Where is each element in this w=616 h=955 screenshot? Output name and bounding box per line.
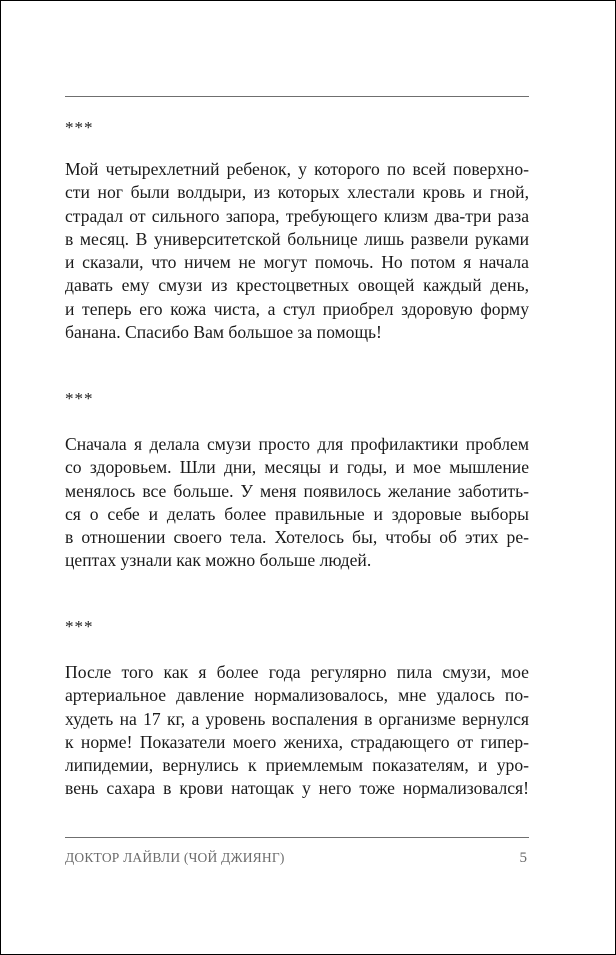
paragraph-line: сти ног были волдыри, из которых хлестали кровь и гной, bbox=[65, 182, 529, 203]
paragraph-line: и сказали, что ничем не могут помочь. Но потом я начала bbox=[65, 252, 529, 273]
paragraph-line: страдал от сильного запора, требующего клизм два-три раза bbox=[65, 205, 529, 226]
section-separator: *** bbox=[65, 118, 94, 137]
footer-divider bbox=[65, 837, 529, 838]
paragraph-line: давать ему смузи из крестоцветных овощей каждый день, bbox=[65, 275, 529, 296]
paragraph-line: После того как я более года регулярно пила смузи, мое bbox=[65, 662, 529, 682]
running-footer-author: ДОКТОР ЛАЙВЛИ (ЧОЙ ДЖИЯНГ) bbox=[65, 850, 285, 865]
testimonial-paragraph-1 bbox=[65, 158, 529, 344]
testimonial-paragraph-2 bbox=[65, 433, 529, 573]
top-divider bbox=[65, 96, 529, 97]
section-separator: *** bbox=[65, 617, 94, 636]
paragraph-line: вень сахара в крови натощак у него тоже нормализовался! bbox=[65, 778, 529, 799]
paragraph-line: артериальное давление нормализовалось, мне удалось по- bbox=[65, 685, 529, 706]
page-number: 5 bbox=[519, 850, 527, 866]
paragraph-line: худеть на 17 кг, а уровень воспаления в организме вернулся bbox=[65, 708, 529, 729]
paragraph-line: Мой четырехлетний ребенок, у которого по всей поверхно- bbox=[65, 159, 529, 179]
testimonial-paragraph-3 bbox=[65, 661, 529, 801]
paragraph-line: липидемии, вернулись к приемлемым показателям, и уро- bbox=[65, 755, 529, 776]
paragraph-line: банана. Спасибо Вам большое за помощь! bbox=[65, 322, 382, 343]
paragraph-line: цептах узнали как можно больше людей. bbox=[65, 550, 372, 571]
paragraph-line: в отношении своего тела. Хотелось бы, чтобы об этих ре- bbox=[65, 527, 529, 548]
paragraph-line: в месяц. В университетской больнице лишь развели руками bbox=[65, 228, 529, 249]
paragraph-line: ся о себе и делать более правильные и здоровые выборы bbox=[65, 503, 529, 524]
paragraph-line: менялось все больше. У меня появилось желание заботить- bbox=[65, 480, 529, 501]
paragraph-line: со здоровьем. Шли дни, месяцы и годы, и мое мышление bbox=[65, 457, 529, 478]
paragraph-line: Сначала я делала смузи просто для профилактики проблем bbox=[65, 434, 529, 454]
paragraph-line: и теперь его кожа чиста, а стул приобрел здоровую форму bbox=[65, 298, 529, 319]
section-separator: *** bbox=[65, 389, 94, 408]
paragraph-line: к норме! Показатели моего жениха, страдающего от гипер- bbox=[65, 731, 529, 752]
